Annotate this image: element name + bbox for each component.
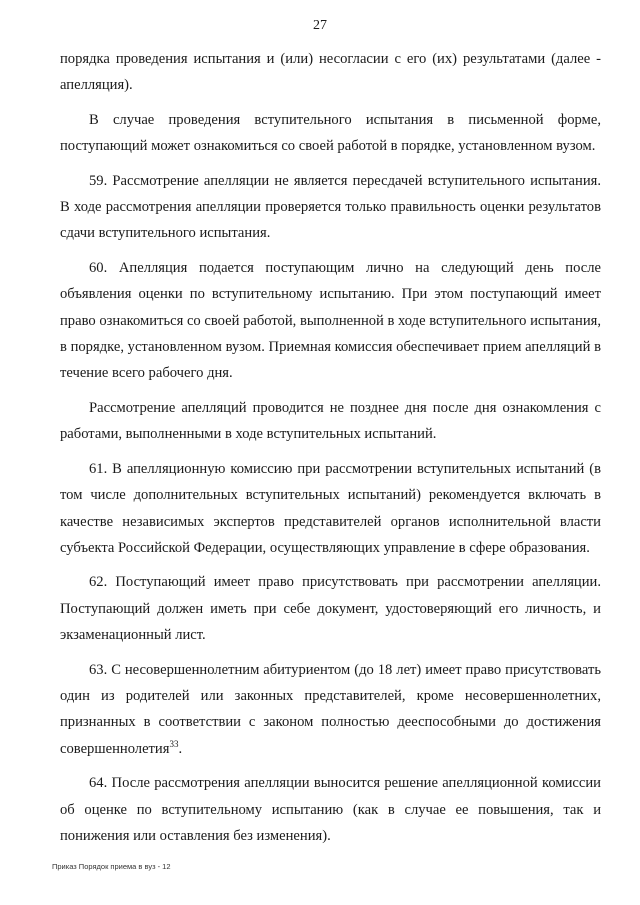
paragraph-61: 61. В апелляционную комиссию при рассмотрении вступительных испытаний (в том числе дополнительных вступительных испытаний) рекомендуется включать в качестве независимых экспертов представителей органов исполнительной власти субъекта Российской Федерации, осуществляющих управление в сфере образования. — [60, 460, 601, 556]
paragraph-59: 59. Рассмотрение апелляции не является пересдачей вступительного испытания. В ходе рассмотрения апелляции проверяется только правильность оценки результатов сдачи вступительного испытания. — [60, 172, 601, 242]
paragraph-60: 60. Апелляция подается поступающим лично на следующий день после объявления оценки по вступительному испытанию. При этом поступающий имеет право ознакомиться со своей работой, выполненной в ходе вступительного испытания, в порядке, установленном вузом. Приемная комиссия обеспечивает прием апелляций в течение всего рабочего дня. — [60, 259, 601, 382]
document-body — [60, 46, 601, 857]
paragraph-continued: порядка проведения испытания и (или) несогласии с его (их) результатами (далее - апелляция). — [60, 51, 601, 94]
paragraph-62: 62. Поступающий имеет право присутствовать при рассмотрении апелляции. Поступающий должен иметь при себе документ, удостоверяющий его личность, и экзаменационный лист. — [60, 574, 601, 644]
footnote-reference: 33 — [169, 738, 179, 749]
paragraph-63-end: . — [178, 740, 183, 757]
paragraph-63 — [60, 657, 601, 763]
page-footer: Приказ Порядок приема в вуз - 12 — [52, 862, 171, 871]
paragraph-written-exam-review: В случае проведения вступительного испытания в письменной форме, поступающий может ознакомиться со своей работой в порядке, установленном вузом. — [60, 111, 601, 155]
paragraph-63-text: 63. С несовершеннолетним абитуриентом (до 18 лет) имеет право присутствовать один из родителей или законных представителей, кроме несовершеннолетних, признанных в соответствии с законом полностью дееспособными до достижения совершеннолетия — [60, 661, 601, 757]
paragraph-64: 64. После рассмотрения апелляции выносится решение апелляционной комиссии об оценке по вступительному испытанию (как в случае ее повышения, так и понижения или оставления без изменения). — [60, 775, 601, 844]
paragraph-60-review-deadline: Рассмотрение апелляций проводится не позднее дня после дня ознакомления с работами, выполненными в ходе вступительных испытаний. — [60, 399, 601, 443]
page-number: 27 — [313, 18, 327, 33]
